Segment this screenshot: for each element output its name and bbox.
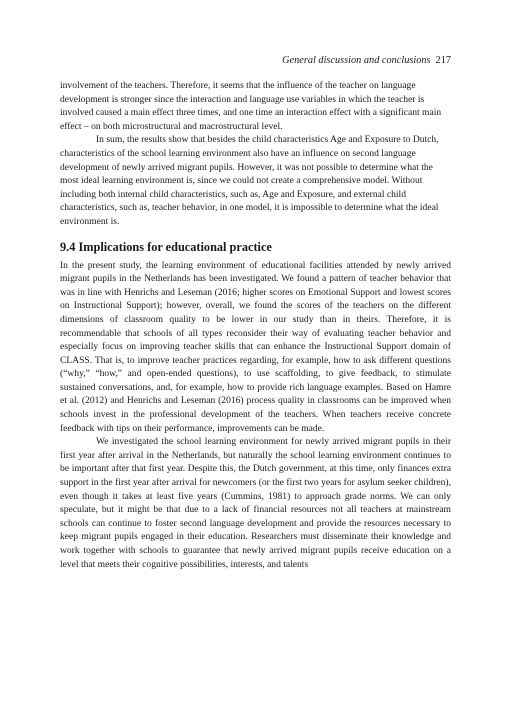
paragraph-summary: In sum, the results show that besides the child characteristics Age and Exposure to Dutch, characteristics of the school learning environment also have an influence on second language development of newly arrived migrant pupils. However, it was not possible to determine what the most ideal learning environment is, since we could not create a comprehensive model. Without including both internal child characteristics, such as, Age and Exposure, and external child characteristics, such as, teacher behavior, in one model, it is impossible to determine what the ideal environment is. <box>60 134 439 227</box>
paragraph-continuation: involvement of the teachers. Therefore, it seems that the influence of the teacher on language development is stronger since the interaction and language use variables in which the teacher is involved caused a main effect three times, and one time an interaction effect with a significant main effect – on both microstructural and macrostructural level. <box>60 80 442 132</box>
page-number: 217 <box>435 55 451 66</box>
paragraph-school-environment: We investigated the school learning environment for newly arrived migrant pupils in their first year after arrival in the Netherlands, but naturally the school learning environment continues to be important after that first year. Despite this, the Dutch government, at this time, only finances extra support in the first year after arrival for newcomers (or the first two years for asylum seeker children), even though it takes at least five years (Cummins, 1981) to approach grade norms. We can only speculate, but it might be that due to a lack of financial resources not all teachers at mainstream schools can continue to foster second language development and provide the resources necessary to keep migrant pupils engaged in their education. Researchers must disseminate their knowledge and work together with schools to guarantee that newly arrived migrant pupils receive education on a level that meets their cognitive possibilities, interests, and talents <box>60 436 451 570</box>
paragraph-implications: In the present study, the learning environment of educational facilities attended by newly arrived migrant pupils in the Netherlands has been investigated. We found a pattern of teacher behavior that was in line with Henrichs and Leseman (2016; higher scores on Emotional Support and lowest scores on Instructional Support); however, overall, we found the scores of the teachers on the different dimensions of classroom quality to be lower in our study than in theirs. Therefore, it is recommendable that schools of all types reconsider their way of evaluating teacher behavior and especially focus on improving teacher skills that can enhance the Instructional Support domain of CLASS. That is, to improve teacher practices regarding, for example, how to ask different questions (“why,” “how,” and open-ended questions), to use scaffolding, to give feedback, to stimulate sustained conversations, and, for example, how to provide rich language examples. Based on Hamre et al. (2012) and Henrichs and Leseman (2016) process quality in classrooms can be improved when schools invest in the professional development of the teachers. When teachers receive concrete feedback with tips on their performance, improvements can be made. <box>60 259 451 434</box>
section-heading: 9.4 Implications for educational practice <box>60 239 272 254</box>
running-header-title: General discussion and conclusions <box>282 55 431 66</box>
page <box>60 54 451 571</box>
running-header <box>60 54 451 67</box>
